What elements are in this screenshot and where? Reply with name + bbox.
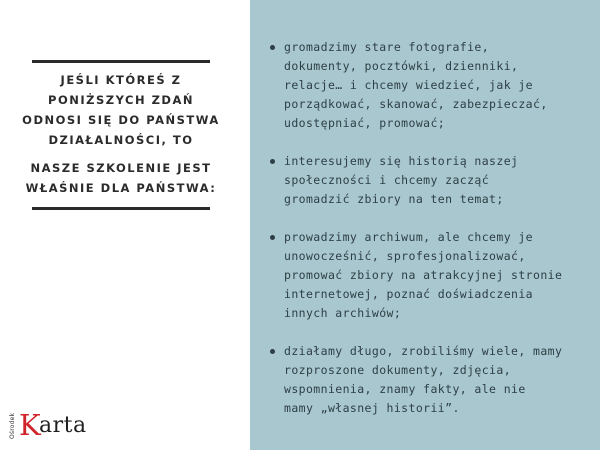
bullet-line: unowocześnić, sprofesjonalizować, — [284, 249, 526, 263]
bullet-item-photos — [268, 38, 594, 133]
logo-wordmark: arta — [39, 413, 87, 438]
bullet-dot-icon — [270, 45, 275, 50]
top-divider — [32, 60, 210, 63]
bullet-line: interesujemy się historią naszej — [284, 154, 519, 168]
bullet-dot-icon — [270, 159, 275, 164]
bullet-item-community — [268, 152, 594, 209]
intro-subheading — [16, 158, 226, 198]
logo-first-letter: K — [19, 408, 41, 442]
karta-logo — [8, 408, 108, 442]
bullet-line: gromadzimy stare fotografie, — [284, 40, 490, 54]
bullet-line: internetowej, poznać doświadczenia — [284, 287, 534, 301]
bullet-line: wspomnienia, znamy fakty, ale nie — [284, 382, 526, 396]
bullet-line: gromadzić zbiory na ten temat; — [284, 192, 504, 206]
bullet-item-archive — [268, 228, 594, 323]
right-panel — [250, 0, 600, 450]
bullet-line: udostępniać, promować; — [284, 116, 446, 130]
heading-line: DZIAŁALNOŚCI, TO — [48, 133, 194, 147]
bullet-item-history — [268, 342, 594, 418]
bullet-line: prowadzimy archiwum, ale chcemy je — [284, 230, 534, 244]
heading-line: WŁAŚNIE DLA PAŃSTWA: — [25, 181, 217, 195]
heading-line: ODNOSI SIĘ DO PAŃSTWA — [22, 113, 220, 127]
intro-heading — [16, 70, 226, 150]
heading-line: PONIŻSZYCH ZDAŃ — [48, 93, 194, 107]
bullet-line: mamy „własnej historii”. — [284, 401, 460, 415]
bullet-line: innych archiwów; — [284, 306, 402, 320]
bullet-line: działamy długo, zrobiliśmy wiele, mamy — [284, 344, 563, 358]
logo-small-text: Ośrodek — [9, 412, 16, 440]
bullet-dot-icon — [270, 235, 275, 240]
bottom-divider — [32, 207, 210, 210]
bullet-line: rozproszone dokumenty, zdjęcia, — [284, 363, 512, 377]
bullet-list — [268, 38, 594, 418]
bullet-line: promować zbiory na atrakcyjnej stronie — [284, 268, 563, 282]
bullet-line: dokumenty, pocztówki, dzienniki, — [284, 59, 519, 73]
heading-line: JEŚLI KTÓREŚ Z — [60, 73, 182, 87]
heading-line: NASZE SZKOLENIE JEST — [30, 161, 212, 175]
bullet-line: porządkować, skanować, zabezpieczać, — [284, 97, 548, 111]
left-panel — [0, 0, 250, 450]
bullet-line: relacje… i chcemy wiedzieć, jak je — [284, 78, 534, 92]
bullet-line: społeczności i chcemy zacząć — [284, 173, 490, 187]
bullet-dot-icon — [270, 349, 275, 354]
